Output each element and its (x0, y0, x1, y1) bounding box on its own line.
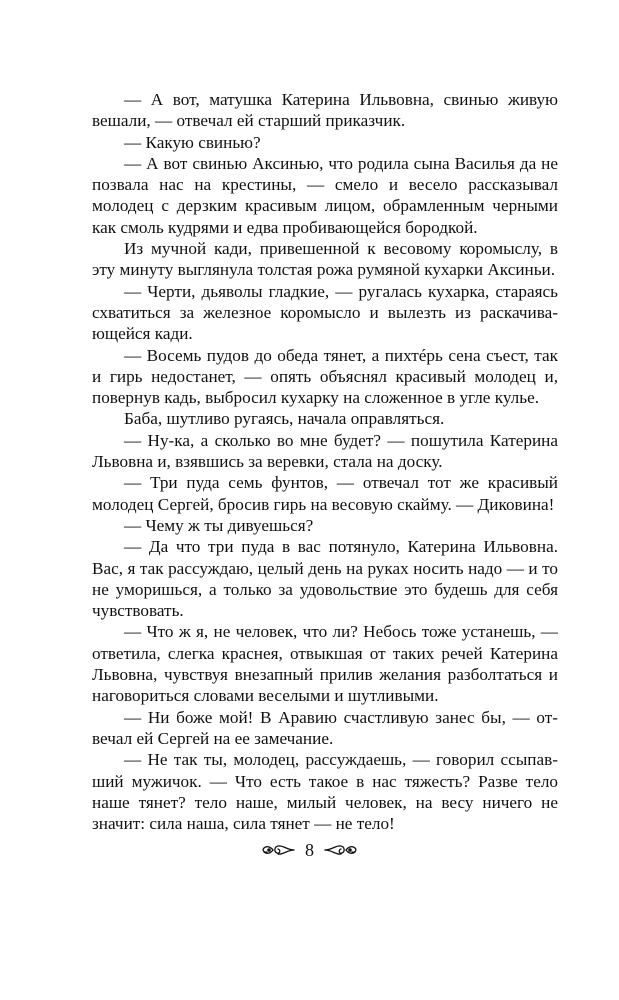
paragraph: — Чему ж ты дивуешься? (124, 515, 314, 535)
paragraph: Из мучной кади, привешенной к весовому коромыслу, в эту минуту выглянула толстая рожа румяной кухарки Аксиньи. (92, 239, 558, 280)
paragraph: — Черти, дьяволы гладкие, — ругалась кухарка, стараясь схватиться за железное коромысло и вылезть из раскачивающейся кади. (92, 281, 558, 344)
paragraph: — Ни боже мой! В Аравию счастливую занес бы, — отвечал ей Сергей на ее замечание. (92, 707, 558, 748)
paragraph: Баба, шутливо ругаясь, начала оправляться. (124, 409, 445, 429)
page-number: 8 (305, 839, 314, 860)
floral-ornament-left-icon (261, 841, 295, 859)
floral-ornament-right-icon (324, 841, 358, 859)
paragraph: — Что ж я, не человек, что ли? Небось тоже устанешь, — ответила, слегка краснея, отвыкшая от таких речей Катерина Львовна, чувствуя внезапный прилив желания разболтаться и наговориться словами веселыми и шутливыми. (92, 622, 558, 706)
page-footer (0, 835, 619, 865)
paragraph: — Восемь пудов до обеда тянет, а пихтéрь сена съест, так и гирь недостанет, — опять объяснял красивый молодец и, повернув кадь, выбросил кухарку на сложенное в угле кулье. (92, 345, 558, 408)
paragraph: — Ну-ка, а сколько во мне будет? — пошутила Катерина Львовна и, взявшись за веревки, стала на доску. (92, 430, 558, 472)
paragraph: — Да что три пуда в вас потянуло, Катерина Ильвовна. Вас, я так рассуждаю, целый день на руках носить надо — и то не уморишься, а только за удовольствие это будешь для себя чувствовать. (92, 537, 558, 621)
body-text (92, 89, 558, 834)
paragraph: — Какую свинью? (124, 132, 261, 152)
paragraph: — Не так ты, молодец, рассуждаешь, — говорил ссыпавший мужичок. — Что есть такое в нас тяжесть? Разве тело наше тянет? тело наше, милый человек, на весу ничего не значит: сила наша, сила тянет — не тело! (92, 750, 558, 834)
paragraph: — А вот свинью Аксинью, что родила сына Василья да не позвала нас на крестины, — смело и весело рассказывал молодец с дерзким красивым лицом, обрамленным черными как смоль кудрями и едва пробивающейся бородкой. (92, 153, 558, 237)
paragraph: — Три пуда семь фунтов, — отвечал тот же красивый молодец Сергей, бросив гирь на весовую скайму. — Диковина! (92, 473, 558, 514)
paragraph: — А вот, матушка Катерина Ильвовна, свинью живую вешали, — отвечал ей старший приказчик. (92, 90, 558, 131)
